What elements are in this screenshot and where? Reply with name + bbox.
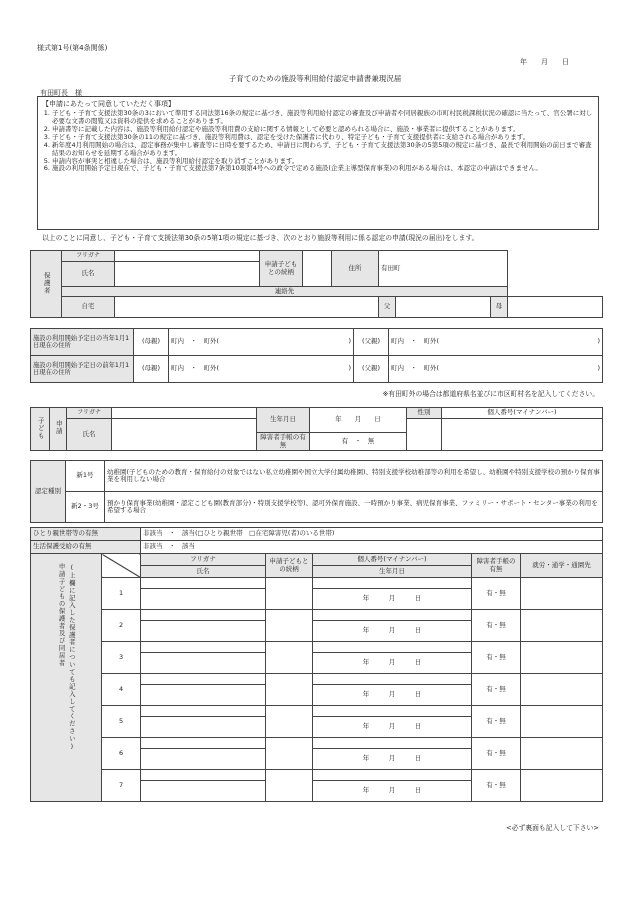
row-disability[interactable]: 有・無 xyxy=(472,578,521,610)
child-disability-label: 障害者手帳の有無 xyxy=(257,433,310,451)
household-table xyxy=(30,527,603,802)
father-tag: (父親) xyxy=(354,356,389,383)
addr-current-label: 施設の利用開始予定日の当年1月1日現在の住所 xyxy=(31,329,134,356)
diagonal-cell xyxy=(102,554,141,578)
row-birth-input[interactable]: 年 月 日 xyxy=(313,685,472,706)
guardian-furigana-input[interactable] xyxy=(115,251,260,262)
guardian-address-label: 住所 xyxy=(332,251,379,287)
row-name-input[interactable] xyxy=(141,781,266,802)
mother-tag: (母親) xyxy=(134,329,169,356)
child-name-input[interactable] xyxy=(112,419,257,451)
cert-new23[interactable]: 新2・3号 xyxy=(66,492,105,523)
row-number: 5 xyxy=(102,706,141,738)
notice-heading: 【申請にあたって同意していただく事項】 xyxy=(42,100,175,108)
guardian-address-input[interactable]: 有田町 xyxy=(379,251,508,287)
row-relation-input[interactable] xyxy=(266,738,313,770)
row-furigana-input[interactable] xyxy=(141,770,266,781)
row-mynumber-input[interactable] xyxy=(313,770,472,781)
row-furigana-input[interactable] xyxy=(141,642,266,653)
date-line[interactable]: 年 月 日 xyxy=(520,58,569,66)
row-number: 3 xyxy=(102,642,141,674)
addr-prev-label: 施設の利用開始予定日の前年1月1日現在の住所 xyxy=(31,356,134,383)
mother-tag: (母親) xyxy=(134,356,169,383)
cert-new23-desc: 預かり保育事業(幼稚園・認定こども園(教育部分)・特別支援学校等)、認可外保育施設、一時預かり事業、病児保育事業、ファミリー・サポート・センター事業の利用を希望する場合 xyxy=(105,492,603,523)
row-birth-input[interactable]: 年 月 日 xyxy=(313,621,472,642)
notice-list xyxy=(42,110,594,173)
notice-item: 1. 子ども・子育て支援法第30条の3において準用する同法第16条の規定に基づき、施設等利用給付認定の審査及び申請者や同居親族の市町村民税課税状況の確認に当たって、官公署に対し必要な文書の閲覧又は資料の提供を求めることがあります。 xyxy=(52,110,594,126)
child-birth-input[interactable]: 年 月 日 xyxy=(310,408,407,433)
father-label: 父 xyxy=(379,297,396,318)
row-relation-input[interactable] xyxy=(266,770,313,802)
row-disability[interactable]: 有・無 xyxy=(472,642,521,674)
row-number: 1 xyxy=(102,578,141,610)
row-work-input[interactable] xyxy=(521,706,603,738)
row-mynumber-input[interactable] xyxy=(313,706,472,717)
child-disability-input[interactable]: 有 ・ 無 xyxy=(310,433,407,451)
child-gender-label: 性別 xyxy=(407,408,442,419)
row-birth-input[interactable]: 年 月 日 xyxy=(313,653,472,674)
row-work-input[interactable] xyxy=(521,674,603,706)
guardian-section-label: 保護者 xyxy=(31,251,62,318)
child-furigana-input[interactable] xyxy=(112,408,257,419)
child-mynumber-input[interactable] xyxy=(442,419,603,451)
row-number: 4 xyxy=(102,674,141,706)
row-mynumber-input[interactable] xyxy=(313,578,472,589)
row-number: 6 xyxy=(102,738,141,770)
col-mynumber: 個人番号(マイナンバー) xyxy=(313,554,472,566)
address-footnote: ※有田町外の場合は都道府県名並びに市区町村名を記入してください。 xyxy=(382,390,599,398)
col-work: 就労・通学・通園先 xyxy=(521,554,603,578)
row-furigana-input[interactable] xyxy=(141,674,266,685)
row-number: 7 xyxy=(102,770,141,802)
col-name: 氏名 xyxy=(141,566,266,578)
guardian-name-input[interactable] xyxy=(115,262,260,287)
child-name-label: 氏名 xyxy=(67,419,112,451)
row-relation-input[interactable] xyxy=(266,578,313,610)
row-disability[interactable]: 有・無 xyxy=(472,610,521,642)
child-mynumber-label: 個人番号(マイナンバー) xyxy=(442,408,603,419)
father-tag: (父親) xyxy=(354,329,389,356)
guardian-furigana-label: フリガナ xyxy=(62,251,115,262)
row-name-input[interactable] xyxy=(141,621,266,642)
row-name-input[interactable] xyxy=(141,685,266,706)
row-disability[interactable]: 有・無 xyxy=(472,706,521,738)
father-phone-input[interactable] xyxy=(396,297,491,318)
row-relation-input[interactable] xyxy=(266,610,313,642)
single-parent-label: ひとり親世帯等の有無 xyxy=(31,528,141,541)
row-birth-input[interactable]: 年 月 日 xyxy=(313,589,472,610)
welfare-label: 生活保護受給の有無 xyxy=(31,541,141,554)
child-apply-label: 申請 xyxy=(50,408,67,451)
notice-item: 2. 申請書等に記載した内容は、施設等利用給付認定や施設等利用費の支給に関する情報として必要と認められる場合に、施設・事業者に提供することがあります。 xyxy=(52,126,594,134)
welfare-value[interactable]: 非該当 ・ 該当 xyxy=(141,541,603,554)
row-birth-input[interactable]: 年 月 日 xyxy=(313,717,472,738)
row-relation-input[interactable] xyxy=(266,674,313,706)
notice-item: 5. 申請内容が事実と相違した場合は、施設等利用給付認定を取り消すことがあります。 xyxy=(52,158,594,166)
page-title: 子育てのための施設等利用給付認定申請書兼現況届 xyxy=(228,74,402,83)
row-disability[interactable]: 有・無 xyxy=(472,674,521,706)
col-relation: 申請子どもとの続柄 xyxy=(266,554,313,578)
row-relation-input[interactable] xyxy=(266,706,313,738)
row-furigana-input[interactable] xyxy=(141,610,266,621)
notice-item: 4. 新年度4月利用開始の場合は、認定事務が集中し審査等に日時を要するため、申請日に関わらず、子ども・子育て支援法第30条の5第5項の規定に基づき、最長で利用開始の前日まで審査結果のお知らせを延期する場合があります。 xyxy=(52,142,594,158)
guardian-table xyxy=(30,250,603,318)
cert-new1[interactable]: 新1号 xyxy=(66,461,105,492)
single-parent-value[interactable]: 非該当 ・ 該当(□ひとり親世帯 □在宅障害児(者)のいる世帯) xyxy=(141,528,603,541)
row-birth-input[interactable]: 年 月 日 xyxy=(313,781,472,802)
back-side-note: <必ず裏面も記入して下さい> xyxy=(506,824,599,832)
row-birth-input[interactable]: 年 月 日 xyxy=(313,749,472,770)
mother-addr-current-input[interactable]: 町内 ・ 町外( ) xyxy=(169,329,354,356)
mother-phone-input[interactable] xyxy=(508,297,603,318)
row-disability[interactable]: 有・無 xyxy=(472,770,521,802)
row-work-input[interactable] xyxy=(521,642,603,674)
row-name-input[interactable] xyxy=(141,589,266,610)
row-furigana-input[interactable] xyxy=(141,738,266,749)
notice-item: 6. 施設の利用開始予定日現在で、子ども・子育て支援法第7条第10項第4号への政令で定める施設(企業主導型保育事業)の利用がある場合は、本認定の申請はできません。 xyxy=(52,165,594,173)
cert-type-label: 認定種別 xyxy=(31,461,66,523)
mother-label: 母 xyxy=(491,297,508,318)
addressee: 有田町長 様 xyxy=(40,89,82,97)
agreement-text: 以上のことに同意し、子ども・子育て支援法第30条の5第1項の規定に基づき、次のとおり施設等利用に係る認定の申請(現況の届出)をします。 xyxy=(42,234,479,242)
notice-item: 3. 子ども・子育て支援法第30条の11の規定に基づき、施設等利用費は、認定を受けた保護者に代わり、特定子ども・子育て支援提供者に支給される場合があります。 xyxy=(52,134,594,142)
guardian-name-label: 氏名 xyxy=(62,262,115,287)
row-furigana-input[interactable] xyxy=(141,706,266,717)
row-mynumber-input[interactable] xyxy=(313,674,472,685)
row-name-input[interactable] xyxy=(141,717,266,738)
row-number: 2 xyxy=(102,610,141,642)
row-mynumber-input[interactable] xyxy=(313,738,472,749)
row-work-input[interactable] xyxy=(521,738,603,770)
guardian-relation-label: 申請子どもとの続柄 xyxy=(260,251,303,287)
row-work-input[interactable] xyxy=(521,770,603,802)
child-section-label: 子ども xyxy=(31,408,50,451)
guardian-address-table xyxy=(30,328,603,383)
col-birth: 生年月日 xyxy=(313,566,472,578)
child-gender-input[interactable] xyxy=(407,419,442,451)
child-birth-label: 生年月日 xyxy=(257,408,310,433)
consent-notice xyxy=(37,96,599,230)
row-work-input[interactable] xyxy=(521,610,603,642)
home-label: 自宅 xyxy=(62,297,115,318)
col-furigana: フリガナ xyxy=(141,554,266,566)
col-disability: 障害者手帳の有無 xyxy=(472,554,521,578)
father-addr-prev-input[interactable]: 町内 ・ 町外( ) xyxy=(389,356,603,383)
child-furigana-label: フリガナ xyxy=(67,408,112,419)
home-phone-input[interactable] xyxy=(115,297,379,318)
household-side-label: 申請子どもの保護者及び同居者 (上欄に記入した保護者についても記入してください) xyxy=(31,554,102,802)
mother-addr-prev-input[interactable]: 町内 ・ 町外( ) xyxy=(169,356,354,383)
form-number: 様式第1号(第4条関係) xyxy=(37,44,108,52)
row-relation-input[interactable] xyxy=(266,642,313,674)
row-mynumber-input[interactable] xyxy=(313,610,472,621)
cert-new1-desc: 幼稚園(子どものための教育・保育給付の対象ではない私立幼稚園や国立大学付属幼稚園)、特別支援学校幼稚部等の利用を希望し、幼稚園や特別支援学校の預かり保育事業を利用しない場合 xyxy=(105,461,603,492)
row-name-input[interactable] xyxy=(141,749,266,770)
father-addr-current-input[interactable]: 町内 ・ 町外( ) xyxy=(389,329,603,356)
row-furigana-input[interactable] xyxy=(141,578,266,589)
row-disability[interactable]: 有・無 xyxy=(472,738,521,770)
child-table xyxy=(30,407,603,451)
certification-table xyxy=(30,460,603,523)
guardian-relation-input[interactable] xyxy=(303,251,332,287)
row-name-input[interactable] xyxy=(141,653,266,674)
row-work-input[interactable] xyxy=(521,578,603,610)
contact-header: 連絡先 xyxy=(62,287,508,297)
row-mynumber-input[interactable] xyxy=(313,642,472,653)
